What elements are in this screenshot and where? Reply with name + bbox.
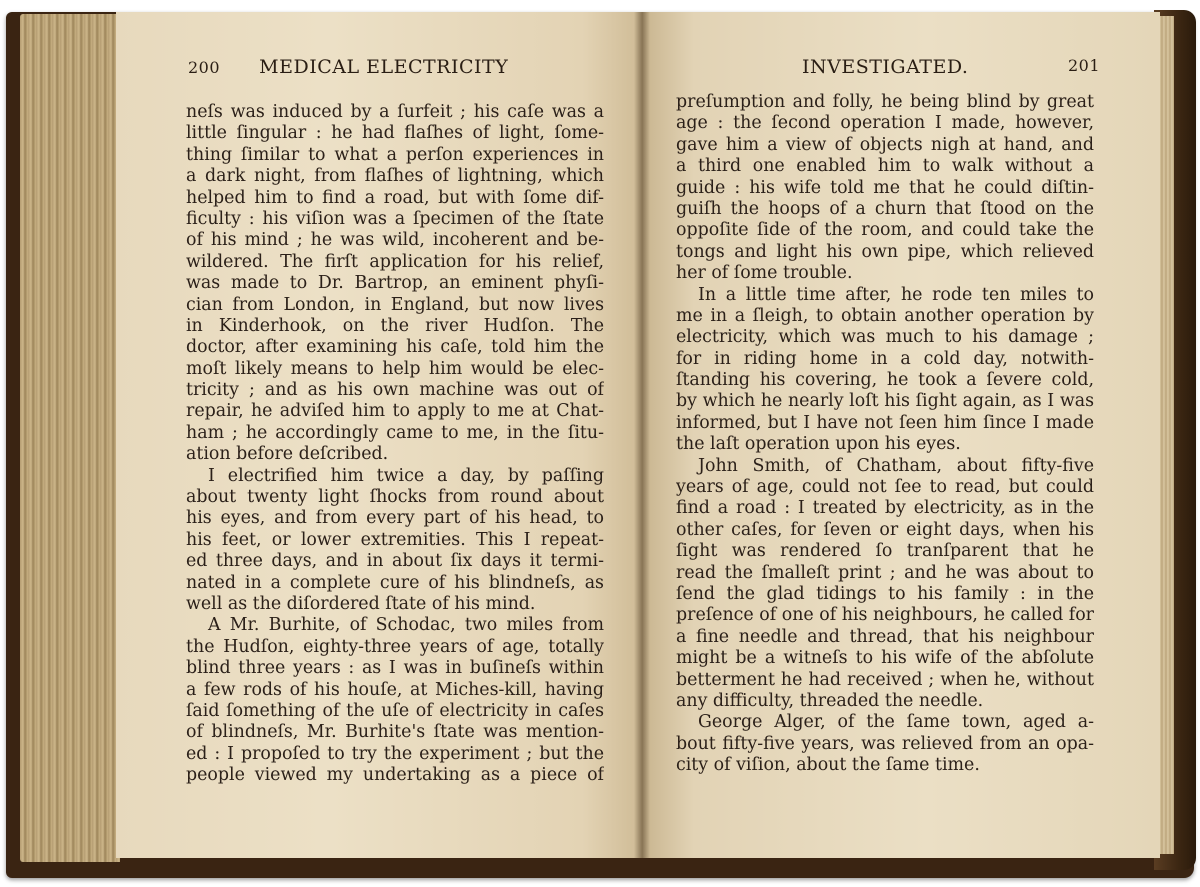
left-page-text (186, 102, 604, 787)
right-page (642, 12, 1160, 858)
text-line: a few rods of his houſe, at Miches-kill, having (186, 679, 604, 700)
text-line: wildered. The firſt application for his relief, (186, 251, 604, 272)
text-line: age : the ſecond operation I made, however, (676, 113, 1094, 134)
text-line: cian from London, in England, but now lives (186, 294, 604, 315)
text-line: nated in a complete cure of his blindneſs, as (186, 572, 604, 593)
left-page-number: 200 (188, 58, 221, 77)
text-line: ſaid ſomething of the uſe of electricity in caſes (186, 700, 604, 721)
text-line: other caſes, for ſeven or eight days, when his (676, 519, 1094, 540)
right-running-head (802, 56, 1100, 78)
text-line: ed three days, and in about ſix days it termi- (186, 551, 604, 572)
text-line: a dark night, from flaſhes of lightning, which (186, 166, 604, 187)
text-line: might be a witneſs to his wife of the abſolute (676, 648, 1094, 669)
text-line: ſight was rendered ſo tranſparent that he (676, 541, 1094, 562)
text-line: ation before deſcribed. (186, 444, 389, 465)
left-running-head (188, 56, 508, 78)
text-line: ficulty : his viſion was a ſpecimen of the ſtate (186, 208, 604, 229)
text-line: in Kinderhook, on the river Hudſon. The (186, 315, 604, 336)
left-running-title: MEDICAL ELECTRICITY (259, 56, 509, 78)
text-line: ed : I propoſed to try the experiment ; but the (186, 743, 604, 764)
text-line: by which he nearly loſt his ſight again, as I was (676, 391, 1094, 412)
text-line: preſumption and folly, he being blind by great (676, 92, 1094, 112)
text-line: doctor, after examining his caſe, told him the (186, 337, 604, 358)
text-line: little ſingular : he had flaſhes of light, ſome- (186, 123, 604, 144)
text-line: about twenty light ſhocks from round about (186, 487, 604, 508)
text-line: In a little time after, he rode ten miles to (698, 284, 1094, 305)
text-line: was made to Dr. Bartrop, an eminent phyſi- (186, 273, 604, 294)
text-line: neſs was induced by a ſurfeit ; his caſe was a (186, 102, 604, 122)
text-line: bout fifty-five years, was relieved from an opa- (676, 733, 1094, 754)
text-line: a third one enabled him to walk without a (676, 156, 1094, 177)
text-line: tricity ; and as his own machine was out of (186, 380, 604, 401)
text-line: well as the diſordered ſtate of his mind. (186, 593, 536, 614)
text-line: read the ſmalleſt print ; and he was about to (676, 562, 1094, 583)
text-line: a fine needle and thread, that his neighbour (676, 626, 1094, 647)
text-line: I electrified him twice a day, by paſſing (208, 465, 604, 486)
text-line: city of viſion, about the ſame time. (676, 755, 980, 776)
text-line: any difficulty, threaded the needle. (676, 690, 984, 711)
left-page-edges (20, 14, 120, 862)
right-page-text (676, 92, 1094, 777)
text-line: her of ſome trouble. (676, 263, 853, 284)
right-running-title: INVESTIGATED. (802, 56, 969, 78)
text-line: gave him a view of objects nigh at hand, and (676, 134, 1094, 155)
text-line: his eyes, and from every part of his head, to (186, 508, 604, 529)
text-line: his feet, or lower extremities. This I repeat- (186, 529, 604, 550)
text-line: John Smith, of Chatham, about fifty-five (698, 455, 1094, 476)
open-book (6, 6, 1196, 880)
right-page-number: 201 (1067, 56, 1100, 75)
text-line: blind three years : as I was in buſineſs within (186, 658, 604, 679)
text-line: helped him to find a road, but with ſome dif- (186, 187, 604, 208)
left-page (116, 12, 646, 858)
text-line: ſend the glad tidings to his family : in the (676, 583, 1094, 604)
text-line: years of age, could not ſee to read, but could (676, 477, 1094, 498)
text-line: oppoſite ſide of the room, and could take the (676, 220, 1094, 241)
text-line: tongs and light his own pipe, which relieved (676, 241, 1094, 262)
text-line: of blindneſs, Mr. Burhite's ſtate was mention- (186, 722, 604, 743)
text-line: of his mind ; he was wild, incoherent and be- (186, 230, 604, 251)
text-line: A Mr. Burhite, of Schodac, two miles from (208, 615, 604, 636)
text-line: the Hudſon, eighty-three years of age, totally (186, 636, 604, 657)
text-line: preſence of one of his neighbours, he called for (676, 605, 1094, 626)
text-line: thing ſimilar to what a perſon experiences in (186, 144, 604, 165)
text-line: betterment he had received ; when he, without (676, 669, 1094, 690)
book-gutter (634, 12, 650, 858)
text-line: repair, he adviſed him to apply to me at Chat- (186, 401, 604, 422)
text-line: me in a ſleigh, to obtain another operation by (676, 305, 1094, 326)
text-line: ham ; he accordingly came to me, in the ſitu- (186, 422, 604, 443)
text-line: ſtanding his covering, he took a ſevere cold, (676, 370, 1094, 391)
text-line: moſt likely means to help him would be elec- (186, 358, 604, 379)
text-line: for in riding home in a cold day, notwith- (676, 348, 1094, 369)
text-line: the laſt operation upon his eyes. (676, 434, 961, 455)
text-line: people viewed my undertaking as a piece of (186, 765, 604, 786)
text-line: informed, but I have not ſeen him ſince I made (676, 412, 1094, 433)
text-line: George Alger, of the ſame town, aged a- (698, 712, 1094, 733)
text-line: electricity, which was much to his damage ; (676, 327, 1094, 348)
text-line: find a road : I treated by electricity, as in the (676, 498, 1094, 519)
text-line: guiſh the hoops of a churn that ſtood on the (676, 198, 1094, 219)
text-line: guide : his wife told me that he could diſtin- (676, 177, 1094, 198)
